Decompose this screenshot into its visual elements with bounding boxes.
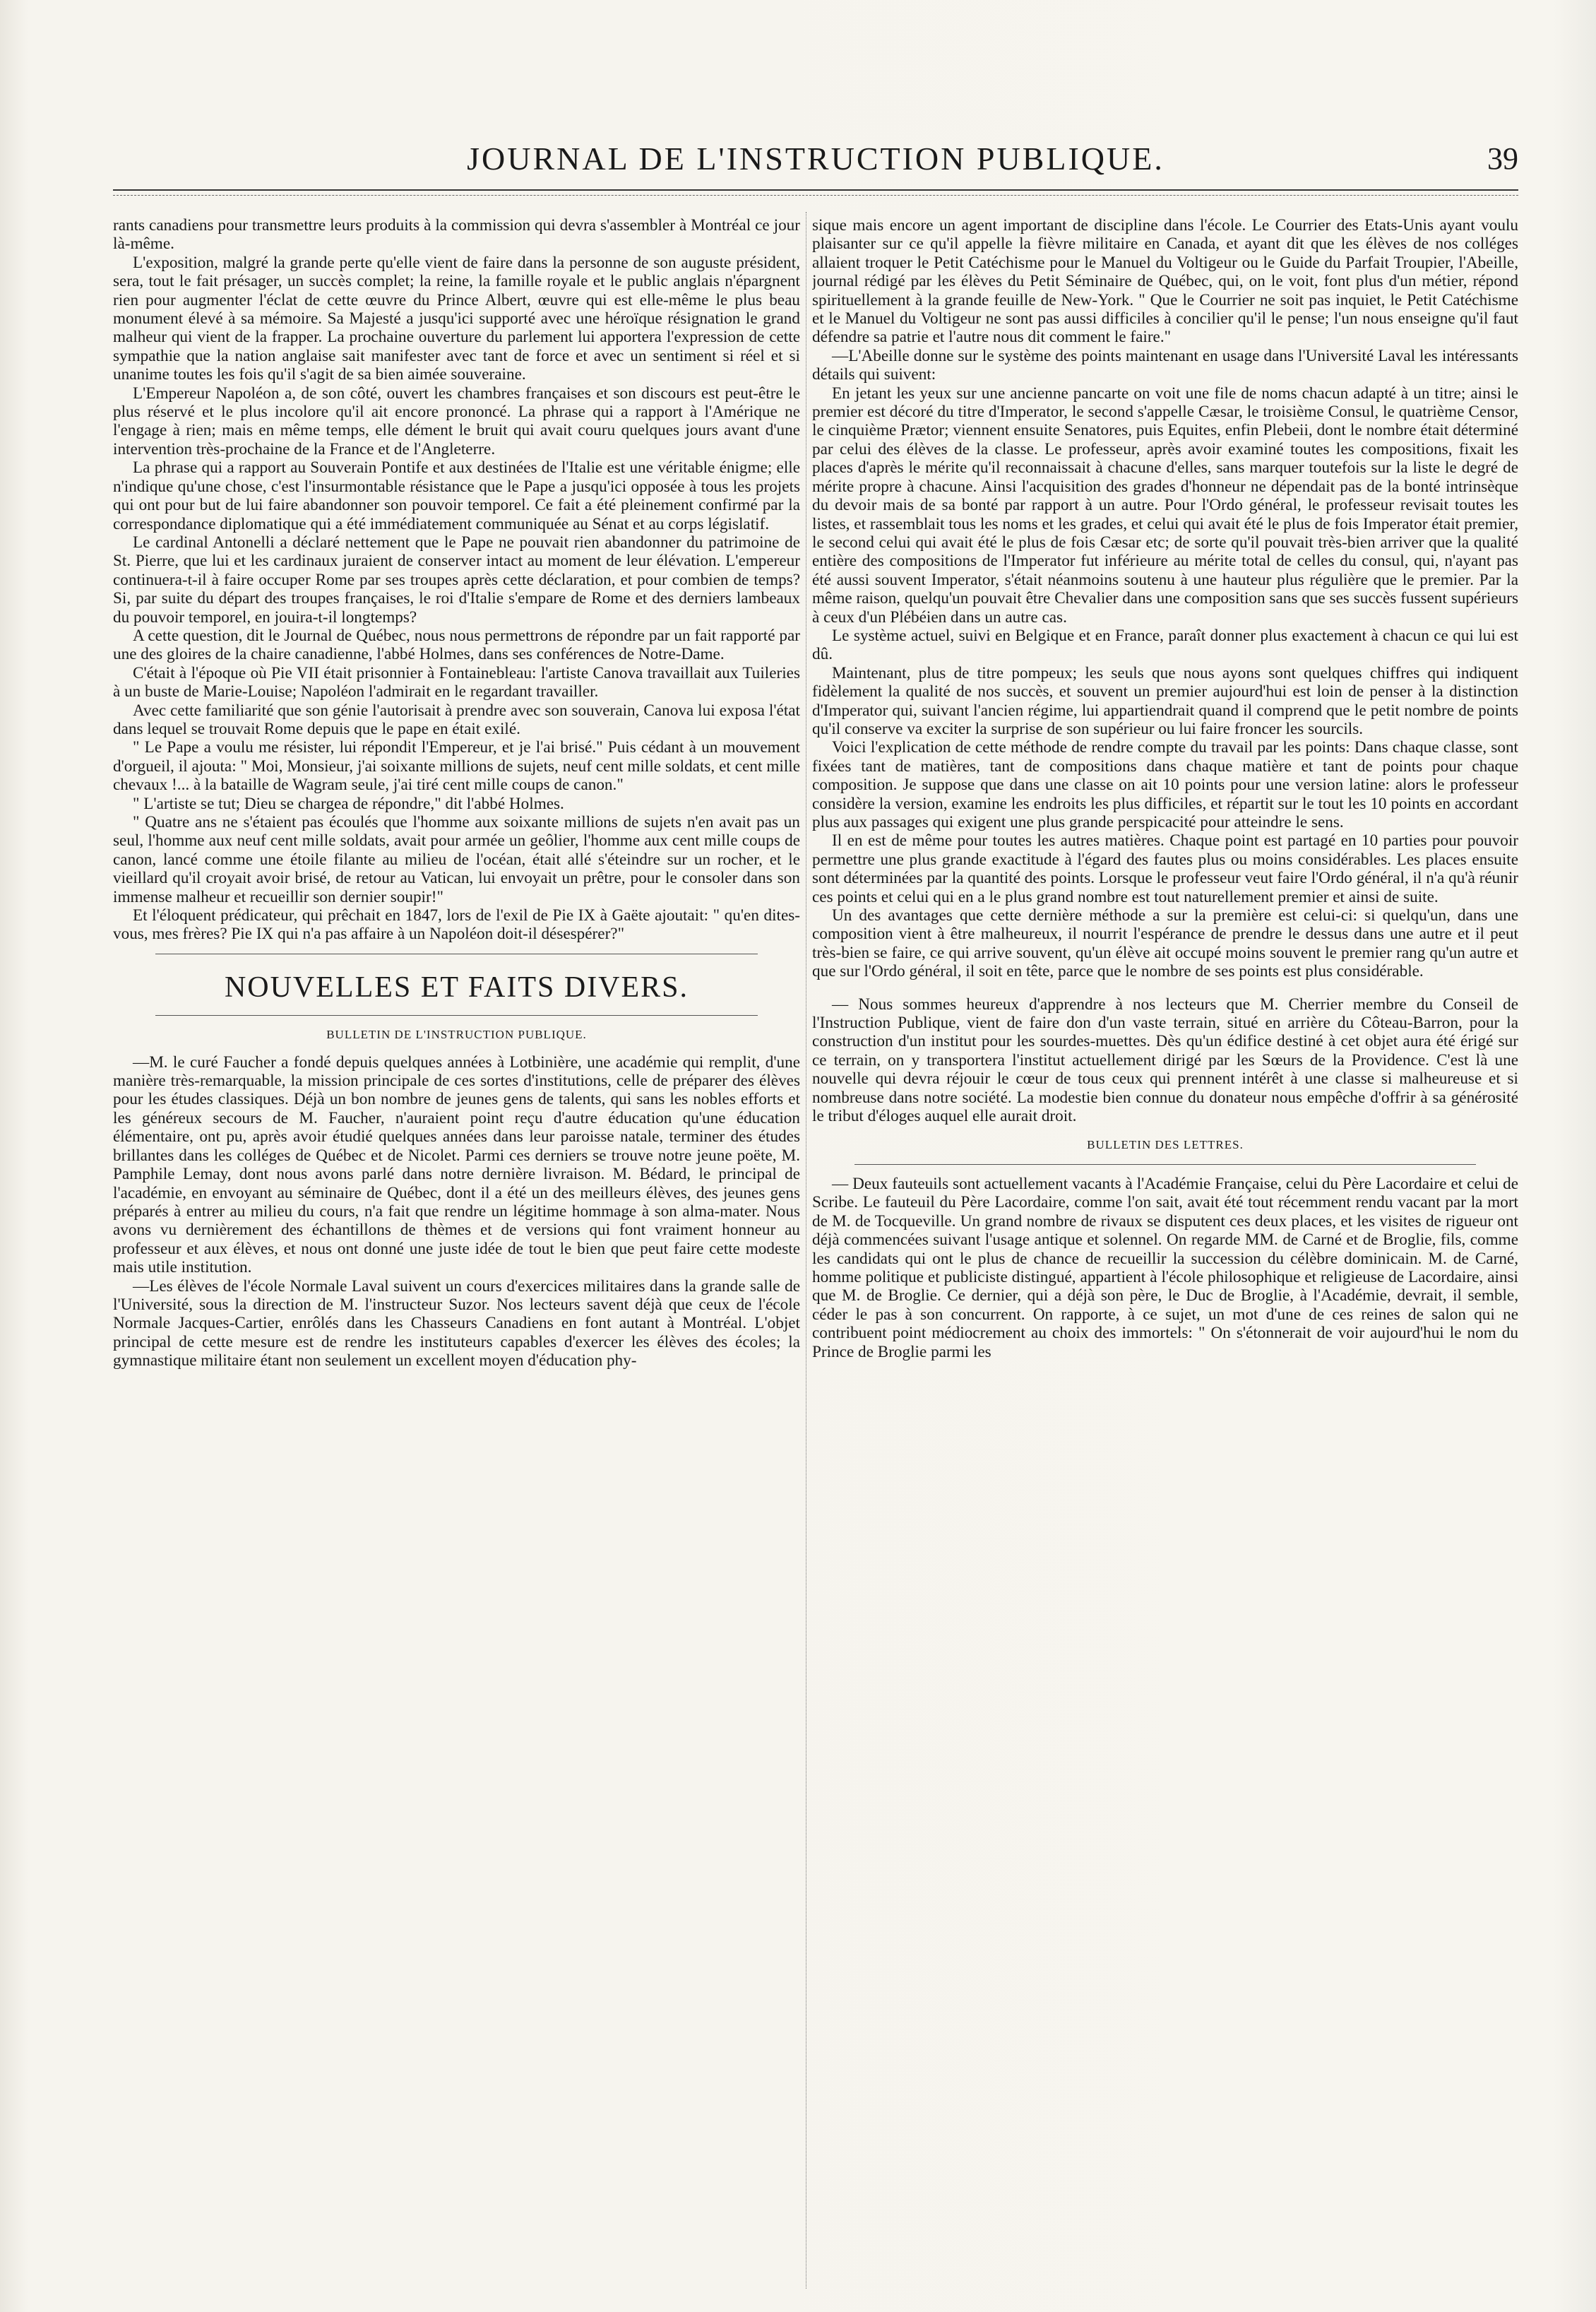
- section-divider: [155, 1015, 758, 1016]
- paragraph: —Les élèves de l'école Normale Laval suivent un cours d'exercices militaires dans la grande salle de l'Université, sous la direction de M. l'instructeur Suzor. Nos lecteurs savent déjà que ceux de l'école Normale Jacques-Cartier, enrôlés dans les Chasseurs Canadiens en font autant à Montréal. L'objet principal de cette mesure est de rendre les instituteurs capables d'exercer les élèves des écoles; la gymnastique militaire étant non seulement un excellent moyen d'éducation phy-: [113, 1276, 800, 1370]
- bulletin-heading: BULLETIN DES LETTRES.: [1087, 1137, 1244, 1151]
- bulletin-heading: BULLETIN DE L'INSTRUCTION PUBLIQUE.: [326, 1028, 587, 1042]
- paragraph: Le cardinal Antonelli a déclaré nettement que le Pape ne pouvait rien abandonner du patrimoine de St. Pierre, que lui et les cardinaux juraient de conserver intact au moment de leur élévation. L'empereur continuera-t-il à faire occuper Rome par ses troupes après cette déclaration, et pour combien de temps? Si, par suite du départ des troupes françaises, le roi d'Italie s'empare de Rome et des derniers lambeaux du pouvoir temporel, en jouira-t-il longtemps?: [113, 533, 800, 627]
- paragraph: Avec cette familiarité que son génie l'autorisait à prendre avec son souverain, Canova lui exposa l'état dans lequel se trouvait Rome depuis que le pape en était exilé.: [113, 701, 800, 738]
- section-title: NOUVELLES ET FAITS DIVERS.: [224, 971, 689, 1004]
- paragraph: C'était à l'époque où Pie VII était prisonnier à Fontainebleau: l'artiste Canova travaillait aux Tuileries à un buste de Marie-Louise; Napoléon l'admirait en le regardant travailler.: [113, 663, 800, 701]
- paragraph: rants canadiens pour transmettre leurs produits à la commission qui devra s'assembler à Montréal ce jour là-même.: [113, 216, 800, 254]
- paragraph: A cette question, dit le Journal de Québec, nous nous permettrons de répondre par un fait rapporté par une des gloires de la chaire canadienne, l'abbé Holmes, dans ses conférences de Notre-Dame.: [113, 626, 800, 664]
- paragraph: L'Empereur Napoléon a, de son côté, ouvert les chambres françaises et son discours est peut-être le plus réservé et le plus incolore qu'il ait encore prononcé. La phrase qui a rapport à l'Amérique ne l'engage à rien; mais en même temps, elle dément le bruit qui avait couru quelques jours avant d'une intervention très-prochaine de la France et de l'Angleterre.: [113, 384, 800, 458]
- section-divider: [854, 1164, 1476, 1165]
- header-rule-dashed: [113, 195, 1518, 196]
- journal-title: JOURNAL DE L'INSTRUCTION PUBLIQUE.: [467, 141, 1165, 177]
- paragraph: sique mais encore un agent important de discipline dans l'école. Le Courrier des Etats-Unis ayant voulu plaisanter sur ce qu'il appelle la fièvre militaire en Canada, et ayant dit que les élèves de nos colléges allaient troquer le Petit Catéchisme pour le Manuel du Voltigeur ou le Guide du Parfait Troupier, l'Abeille, journal rédigé par les élèves du Petit Séminaire de Québec, qui, on le voit, font plus d'un métier, répond spirituellement à la grande feuille de New-York. " Que le Courrier ne soit pas inquiet, le Petit Catéchisme et le Manuel du Voltigeur ne sont pas aussi difficiles à concilier qu'il le pense; l'un nous enseigne qu'il faut défendre sa patrie et l'autre nous dit comment le faire.": [812, 216, 1518, 347]
- header-rule: [113, 189, 1518, 191]
- paragraph: Un des avantages que cette dernière méthode a sur la première est celui-ci: si quelqu'un, dans une composition vient à être malheureux, il nourrit l'espérance de prendre le dessus dans une autre et il peut très-bien se faire, ce qui arrive souvent, qu'un élève ait occupé moins souvent le premier rang qu'un autre et que sur l'Ordo général, il soit en tête, parce que le nombre de ses points est plus considérable.: [812, 906, 1518, 981]
- paragraph: Voici l'explication de cette méthode de rendre compte du travail par les points: Dans chaque classe, sont fixées tant de matières, tant de compositions dans chaque matière et tant de points pour chaque composition. Je suppose que dans une classe on ait 10 points pour une version latine: alors le professeur considère la version, examine les endroits les plus difficiles, et répartit sur le tout les 10 points en accordant plus aux passages qui exigent une plus grande perspicacité pour atteindre le sens.: [812, 738, 1518, 831]
- paragraph: La phrase qui a rapport au Souverain Pontife et aux destinées de l'Italie est une véritable énigme; elle n'indique qu'une chose, c'est l'insurmontable résistance que le Pape a jusqu'ici opposée à tous les projets qui ont pour but de lui faire abandonner son pouvoir temporel. Ce fait a été pleinement confirmé par la correspondance diplomatique qui a été immédiatement communiquée au Sénat et au corps législatif.: [113, 458, 800, 533]
- paragraph: Et l'éloquent prédicateur, qui prêchait en 1847, lors de l'exil de Pie IX à Gaëte ajoutait: " qu'en dites-vous, mes frères? Pie IX qui n'a pas affaire à un Napoléon doit-il désespérer?": [113, 906, 800, 944]
- paragraph: — Nous sommes heureux d'apprendre à nos lecteurs que M. Cherrier membre du Conseil de l'Instruction Publique, vient de faire don d'un vaste terrain, situé en arrière du Côteau-Barron, pour la construction d'un institut pour les sourdes-muettes. Dès qu'un édifice destiné à cet objet aura été érigé sur ce terrain, on y transportera l'institut actuellement dirigé par les Sœurs de la Providence. C'est là une nouvelle qui devra réjouir le cœur de tous ceux qui prennent intérêt à une classe si malheureuse et si nombreuse dans notre société. La modestie bien connue du donateur nous empêche d'offrir à sa générosité le tribut d'éloges auquel elle aurait droit.: [812, 995, 1518, 1126]
- page-header: [113, 134, 1518, 184]
- paragraph: " Le Pape a voulu me résister, lui répondit l'Empereur, et je l'ai brisé." Puis cédant à un mouvement d'orgueil, il ajouta: " Moi, Monsieur, j'ai soixante millions de sujets, neuf cent mille soldats, et cent mille chevaux !... à la bataille de Wagram seule, j'ai tiré cent mille coups de canon.": [113, 738, 800, 795]
- paragraph: Il en est de même pour toutes les autres matières. Chaque point est partagé en 10 parties pour pouvoir permettre une plus grande exactitude à l'égard des fautes plus ou moins considérables. Les places ensuite sont déterminées par la quantité des points. Lorsque le professeur veut faire l'Ordo général, il n'a qu'à réunir ces points et celui qui en a le plus grand nombre est tout naturellement premier et ainsi de suite.: [812, 831, 1518, 906]
- right-column: [812, 216, 1518, 2286]
- paragraph: L'exposition, malgré la grande perte qu'elle vient de faire dans la personne de son auguste président, sera, tout le fait présager, un succès complet; la reine, la famille royale et le public anglais n'épargnent rien pour augmenter l'éclat de cette œuvre du Prince Albert, œuvre qui est elle-même le plus beau monument élevé à sa mémoire. Sa Majesté a jusqu'ici supporté avec une héroïque résignation le grand malheur qui vient de la frapper. La prochaine ouverture du parlement lui apportera l'expression de cette sympathie que la nation anglaise sait manifester avec tant de force et avec un sentiment si réel et si unanime toutes les fois qu'il s'agit de sa bien aimée souveraine.: [113, 253, 800, 384]
- paragraph: Maintenant, plus de titre pompeux; les seuls que nous ayons sont quelques chiffres qui indiquent fidèlement la qualité de nos succès, et souvent un premier aujourd'hui est loin de penser à la distinction d'Imperator qui, suivant l'ancien régime, lui appartiendrait quand il comprend que le petit nombre de points qu'il conserve va exciter la surprise de son supérieur ou lui faire froncer les sourcils.: [812, 663, 1518, 738]
- paragraph: " L'artiste se tut; Dieu se chargea de répondre," dit l'abbé Holmes.: [133, 794, 564, 813]
- paragraph: Le système actuel, suivi en Belgique et en France, paraît donner plus exactement à chacun ce qui lui est dû.: [812, 626, 1518, 664]
- paragraph: " Quatre ans ne s'étaient pas écoulés que l'homme aux soixante millions de sujets n'en avait pas un seul, l'homme aux neuf cent mille soldats, avait pour armée un geôlier, l'homme aux cent mille coups de canon, lancé comme une étoile filante au milieu de l'océan, était allé s'éteindre sur un rocher, et le vieillard qu'il croyait avoir brisé, de retour au Vatican, lui envoyait un prêtre, pour le consoler dans son immense malheur et recueillir son dernier soupir!": [113, 813, 800, 906]
- paragraph: — Deux fauteuils sont actuellement vacants à l'Académie Française, celui du Père Lacordaire et celui de Scribe. Le fauteuil du Père Lacordaire, comme l'on sait, avait été tout récemment rendu vacant par la mort de M. de Tocqueville. Un grand nombre de rivaux se disputent ces deux places, et les visites de rigueur ont déjà commencées suivant l'usage antique et solennel. On regarde MM. de Carné et de Broglie, fils, comme les candidats qui ont le plus de chance de recueillir la succession du célèbre dominicain. M. de Carné, homme politique et publiciste distingué, appartient à l'école philosophique et religieuse de Lacordaire, ainsi que M. de Broglie. Ce dernier, qui a déjà son père, le Duc de Broglie, à l'Académie, devrait, il semble, céder le pas à son concurrent. On rapporte, à ce sujet, un mot d'une de ces reines de salon qui ne contribuent point médiocrement au choix des immortels: " On s'étonnerait de voir aujourd'hui le nom du Prince de Broglie parmi les: [812, 1174, 1518, 1361]
- left-column: [113, 216, 800, 2286]
- paragraph: —L'Abeille donne sur le système des points maintenant en usage dans l'Université Laval les intéressants détails qui suivent:: [812, 346, 1518, 384]
- paragraph: En jetant les yeux sur une ancienne pancarte on voit une file de noms chacun adapté à un titre; ainsi le premier est décoré du titre d'Imperator, le second s'appelle Cæsar, le troisième Consul, le quatrième Censor, le cinquième Prætor; viennent ensuite Senatores, puis Equites, enfin Plebeii, dont le nombre était déterminé par celui des élèves de la classe. Le professeur, après avoir examiné toutes les compositions, fixait les places d'après le mérite qu'il reconnaissait à chacune d'elles, sans marquer toutefois sur la liste le degré de mérite propre à chacune. Ainsi l'acquisition des grades d'honneur ne dépendait pas de la bonté intrinsèque du devoir mais de sa bonté par rapport à un autre. Pour l'Ordo général, le professeur revisait toutes les listes, et rassemblait tous les noms et les grades, et celui qui avait été le plus de fois Imperator était premier, le second celui qui avait été le plus de fois Cæsar etc; de sorte qu'il pouvait très-bien arriver que la qualité entière des compositions de l'Imperator fut inférieure au mérite total de celles du consul, qui, n'ayant pas été aussi souvent Imperator, s'était néanmoins soutenu à une hauteur plus régulière que le premier. Par la même raison, quelqu'un pouvait être Chevalier dans une composition sans que ses succès fussent supérieurs à ceux d'un Plébéien dans un autre cas.: [812, 384, 1518, 627]
- paragraph: —M. le curé Faucher a fondé depuis quelques années à Lotbinière, une académie qui remplit, d'une manière très-remarquable, la mission principale de ces sortes d'institutions, celle de préparer des élèves pour les études classiques. Déjà un bon nombre de jeunes gens de talents, qui sans les nobles efforts et les généreux secours de M. Faucher, n'auraient point reçu d'autre éducation qu'une éducation élémentaire, ont pu, après avoir étudié quelques années dans leur paroisse natale, terminer des études brillantes dans les colléges de Québec et de Nicolet. Parmi ces derniers se trouve notre jeune poëte, M. Pamphile Lemay, dont nous avons parlé dans notre dernière livraison. M. Bédard, le principal de l'académie, en envoyant au séminaire de Québec, dont il a été un des meilleurs élèves, des jeunes gens préparés à entrer au milieu du cours, n'a fait que rendre un légitime hommage à son alma-mater. Nous avons vu dernièrement des échantillons de thèmes et de versions qui font vraiment honneur au professeur et aux élèves, et nous ont donné une juste idée de tout le bien que peut faire cette modeste mais utile institution.: [113, 1053, 800, 1277]
- page-number: 39: [1487, 141, 1518, 176]
